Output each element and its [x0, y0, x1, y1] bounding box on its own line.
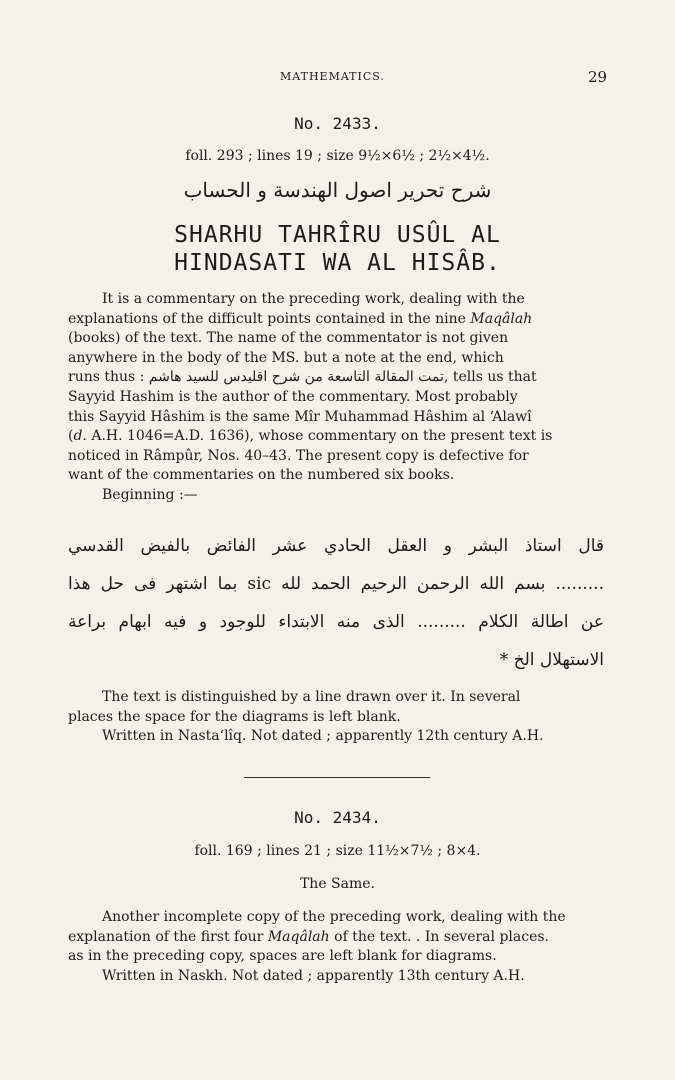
text-line: runs thus : تمت المقالة التاسعة من شرح اقليدس للسيد هاشم, tells us that — [68, 369, 537, 386]
text-line: The text is distinguished by a line drawn over it. In several — [102, 689, 521, 705]
text-line: explanation of the first four Maqâlah of the text. . In several places. — [68, 928, 549, 945]
entry-meta: foll. 169 ; lines 21 ; size 11½×7½ ; 8×4. — [194, 843, 481, 859]
maqalah-term: Maqâlah — [267, 928, 330, 945]
description-paragraph — [68, 290, 604, 506]
text-line: It is a commentary on the preceding work, dealing with the — [102, 291, 525, 307]
text-line: places the space for the diagrams is left blank. — [68, 708, 401, 725]
entry-number: No. 2434. — [294, 808, 381, 827]
description-paragraph — [68, 908, 604, 986]
text-line: Another incomplete copy of the preceding work, dealing with the — [102, 909, 566, 925]
title-line-2: HINDASATI WA AL HISÂB. — [174, 250, 501, 276]
arabic-title: شرح تحرير اصول الهندسة و الحساب — [183, 178, 492, 202]
colophon-arabic: تمت المقالة التاسعة من شرح اقليدس للسيد هاشم — [148, 369, 444, 386]
entry-meta: foll. 293 ; lines 19 ; size 9½×6½ ; 2½×4½. — [185, 148, 490, 164]
text-line: anywhere in the body of the MS. but a note at the end, which — [68, 349, 504, 366]
arabic-beginning-line: عن اطالة الكلام ......... الذى منه الابتداء للوجود و فيه ابهام براعة — [68, 612, 604, 632]
text-line: noticed in Râmpûr, Nos. 40–43. The present copy is defective for — [68, 447, 529, 464]
text-line: (books) of the text. The name of the commentator is not given — [68, 330, 509, 347]
arabic-beginning-line: الاستهلال الخ * — [499, 650, 604, 670]
maqalah-term: Maqâlah — [470, 310, 533, 327]
text-line: want of the commentaries on the numbered six books. — [68, 467, 455, 484]
text-line: (d. A.H. 1046=A.D. 1636), whose commentary on the present text is — [68, 428, 553, 445]
entry-subtitle: The Same. — [299, 876, 376, 892]
text-line: as in the preceding copy, spaces are left blank for diagrams. — [68, 948, 497, 965]
beginning-label: Beginning :— — [102, 486, 198, 503]
arabic-beginning-line: قال استاذ البشر و العقل الحادي عشر الفائض بالفيض القدسي — [68, 536, 604, 556]
text-line: explanations of the difficult points contained in the nine Maqâlah — [68, 310, 533, 327]
entry-number: No. 2433. — [294, 114, 381, 133]
arabic-beginning-line: ......... بسم الله الرحمن الرحيم الحمد لله sic بما اشتهر فى حل هذا — [68, 574, 604, 594]
text-line: this Sayyid Hâshim is the same Mîr Muhammad Hâshim al ‘Alawî — [68, 408, 532, 425]
written-line: Written in Nasta‘lîq. Not dated ; apparently 12th century A.H. — [102, 728, 544, 745]
running-title: MATHEMATICS. — [280, 70, 385, 83]
text-line: Sayyid Hashim is the author of the commentary. Most probably — [68, 388, 518, 405]
section-divider — [244, 777, 430, 778]
page-number: 29 — [588, 68, 608, 86]
written-line: Written in Naskh. Not dated ; apparently 13th century A.H. — [102, 967, 525, 984]
title-line-1: SHARHU TAHRÎRU USÛL AL — [174, 222, 501, 248]
notes-paragraph — [68, 688, 604, 747]
